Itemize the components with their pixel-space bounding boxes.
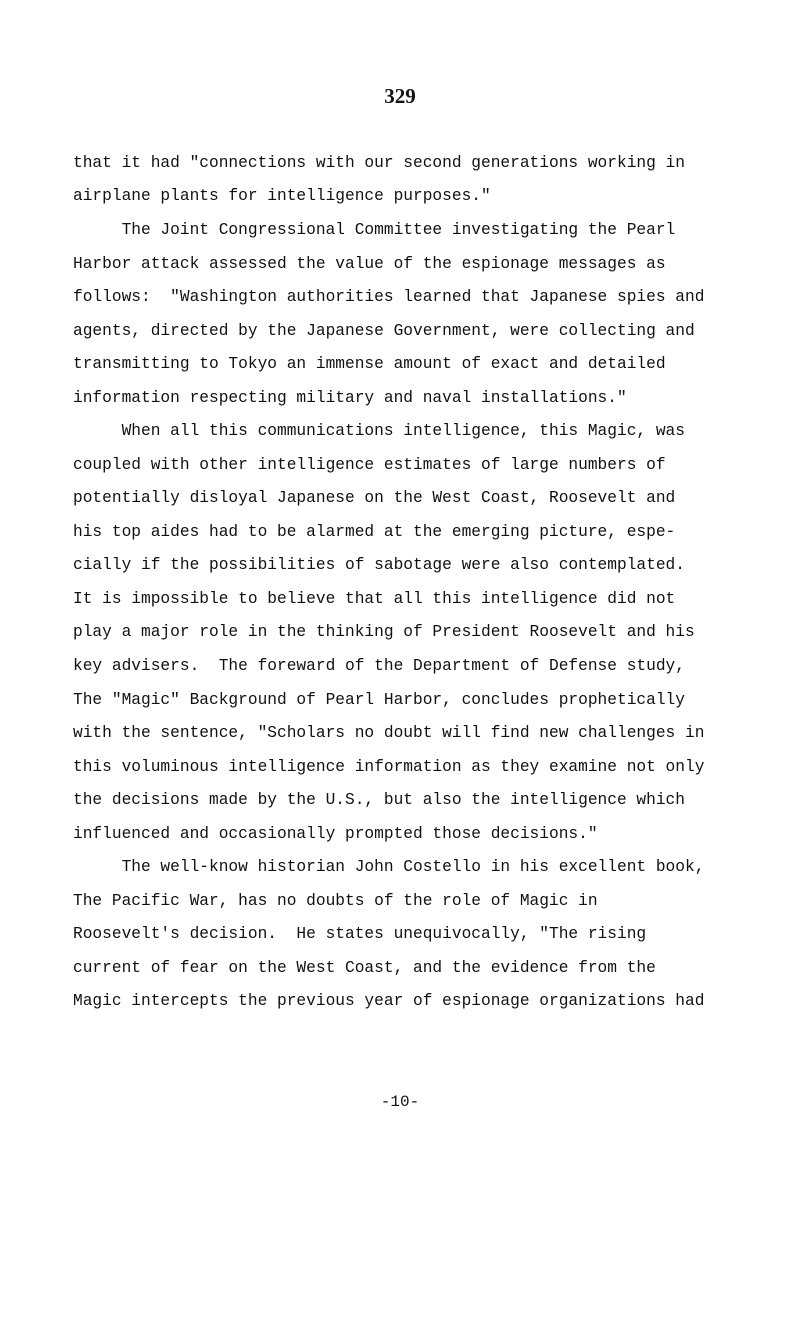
body-line-26: Magic intercepts the previous year of espionage organizations had (73, 992, 705, 1010)
body-line-25: current of fear on the West Coast, and the evidence from the (73, 959, 656, 977)
body-line-21: influenced and occasionally prompted those decisions." (73, 825, 598, 843)
body-line-16: key advisers. The foreward of the Department of Defense study, (73, 657, 685, 675)
body-line-5: follows: "Washington authorities learned that Japanese spies and (73, 288, 705, 306)
body-line-2: airplane plants for intelligence purposes." (73, 187, 491, 205)
body-line-15: play a major role in the thinking of President Roosevelt and his (73, 623, 695, 641)
body-line-20: the decisions made by the U.S., but also the intelligence which (73, 791, 685, 809)
page-number-header: 329 (384, 84, 416, 108)
body-line-19: this voluminous intelligence information as they examine not only (73, 758, 705, 776)
body-line-10: coupled with other intelligence estimates of large numbers of (73, 456, 666, 474)
body-line-24: Roosevelt's decision. He states unequivocally, "The rising (73, 925, 647, 943)
body-line-17: The "Magic" Background of Pearl Harbor, concludes prophetically (73, 691, 685, 709)
body-line-6: agents, directed by the Japanese Government, were collecting and (73, 322, 695, 340)
body-line-4: Harbor attack assessed the value of the espionage messages as (73, 255, 666, 273)
body-line-7: transmitting to Tokyo an immense amount of exact and detailed (73, 355, 666, 373)
body-line-22: The well-know historian John Costello in his excellent book, (73, 858, 705, 876)
body-line-23: The Pacific War, has no doubts of the role of Magic in (73, 892, 598, 910)
body-line-9: When all this communications intelligence, this Magic, was (73, 422, 685, 440)
body-line-13: cially if the possibilities of sabotage were also contemplated. (73, 556, 685, 574)
body-line-14: It is impossible to believe that all this intelligence did not (73, 590, 676, 608)
page-number-footer: -10- (380, 1093, 420, 1111)
body-line-12: his top aides had to be alarmed at the emerging picture, espe- (73, 523, 676, 541)
body-line-11: potentially disloyal Japanese on the West Coast, Roosevelt and (73, 489, 676, 507)
body-line-1: that it had "connections with our second generations working in (73, 154, 685, 172)
body-line-8: information respecting military and naval installations." (73, 389, 627, 407)
body-line-3: The Joint Congressional Committee investigating the Pearl (73, 221, 676, 239)
body-line-18: with the sentence, "Scholars no doubt will find new challenges in (73, 724, 705, 742)
